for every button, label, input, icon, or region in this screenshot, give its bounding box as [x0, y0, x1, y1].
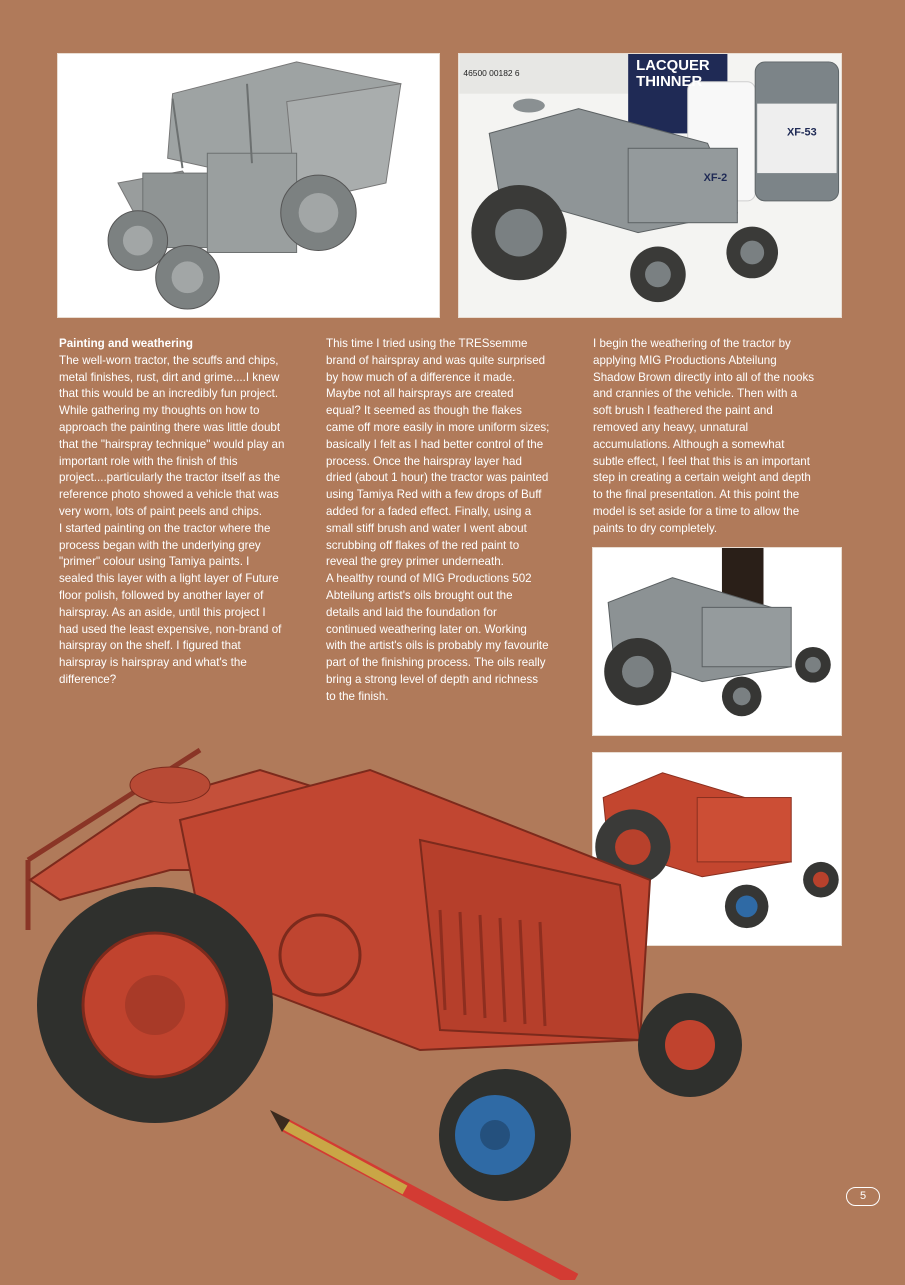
- paragraph: I begin the weathering of the tractor by applying MIG Productions Abteilung Shadow Brown directly into all of the nooks and crannies of the vehicle. Then with a soft brush I feathered the paint and removed any heavy, unnatural accumulations. Although a somewhat subtle effect, I feel that this is an important step in creating a certain weight and depth to the final presentation. At this point the model is set aside for a time to allow the paints to dry completely.: [593, 337, 815, 535]
- paragraph: A healthy round of MIG Productions 502 Abteilung artist's oils brought out the details and laid the foundation for continued weathering later on. Working with the artist's oils is probably my favourite part of the finishing process. The oils really bring a strong level of depth and richness to the finish.: [326, 572, 549, 703]
- jar-code-xf53: XF-53: [786, 126, 817, 139]
- paragraph: This time I tried using the TRESsemme brand of hairspray and was quite surprised by how much of a difference it made. Maybe not all hairsprays are created equal? It seemed as though the flakes came off more easily in more uniform sizes; basically I felt as I had better control of the process. Once the hairspray layer had dried (about 1 hour) the tractor was painted using Tamiya Red with a few drops of Buff added for a faded effect. Finally, using a small stiff brush and water I went about scrubbing off flakes of the red paint to reveal the grey primer underneath.: [326, 337, 550, 569]
- grey-tractor-weathering-illustration: [593, 548, 841, 735]
- lacquer-label-bottom: THINNER: [636, 73, 703, 90]
- jar-code-xf2: XF-2: [703, 172, 728, 185]
- photo-finished-red-tractor: [0, 730, 905, 1280]
- photo-grey-tractor-paints: [458, 53, 842, 318]
- article-column-1: [59, 336, 321, 689]
- page-number: 5: [846, 1187, 880, 1206]
- article-column-3: [593, 336, 855, 538]
- barcode-number: 46500 00182 6: [463, 67, 520, 78]
- finished-red-tractor-illustration: [0, 730, 905, 1280]
- article-column-2: [326, 336, 588, 706]
- photo-grey-truck: [57, 53, 440, 318]
- grey-tractor-paints-illustration: [459, 54, 841, 317]
- paragraph: I started painting on the tractor where the process began with the underlying grey "primer" colour using Tamiya paints. I sealed this layer with a light layer of Future floor polish, followed by another layer of hairspray. As an aside, until this project I had used the least expensive, non-brand of hairspray on the shelf. I figured that hairspray is hairspray and what's the difference?: [59, 521, 282, 686]
- section-heading: Painting and weathering: [59, 337, 193, 350]
- photo-grey-tractor-weathering: [592, 547, 842, 736]
- lacquer-label-top: LACQUER: [636, 57, 710, 74]
- paragraph: The well-worn tractor, the scuffs and chips, metal finishes, rust, dirt and grime....I knew that this would be an incredibly fun project. While gathering my thoughts on how to approach the painting there was little doubt that the "hairspray technique" would play an important role with the finish of this project....particularly the tractor itself as the reference photo showed a vehicle that was very worn, lots of paint peels and chips.: [59, 353, 285, 518]
- grey-truck-illustration: [58, 54, 439, 317]
